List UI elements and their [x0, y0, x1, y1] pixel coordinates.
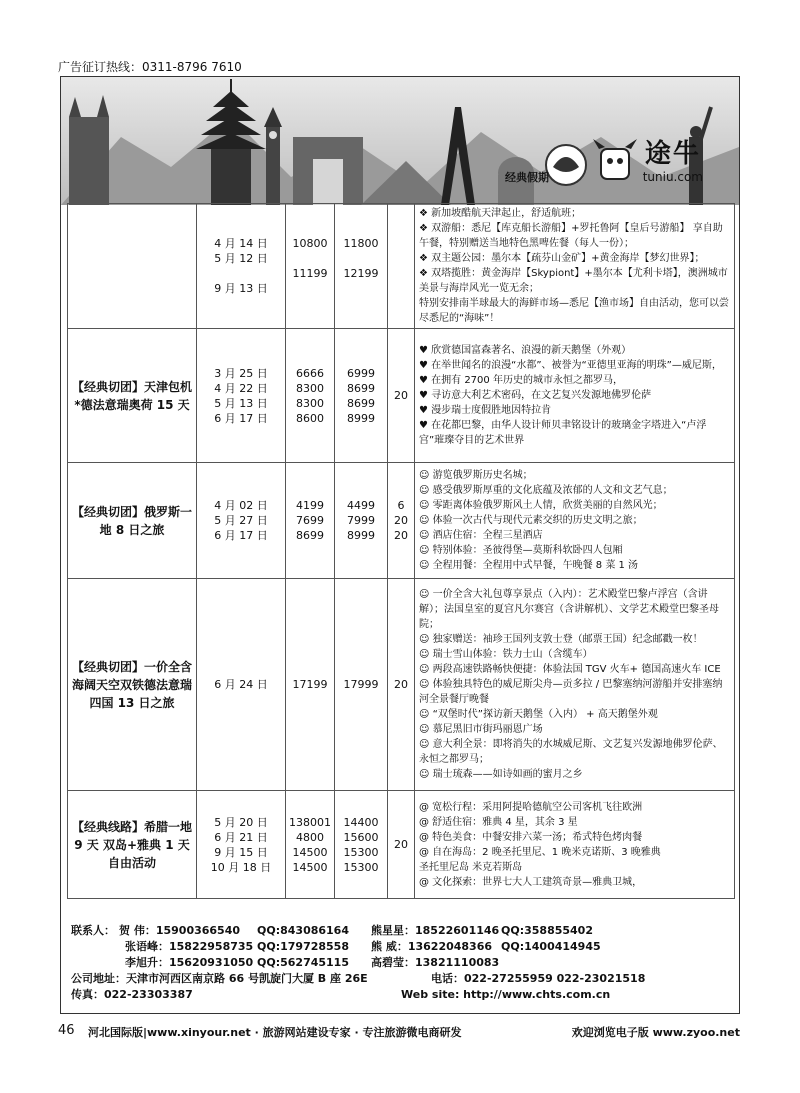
trip-seats — [388, 329, 415, 463]
trip-price-1-line: 14500 — [292, 845, 328, 859]
trip-description-line: ☺ 游览俄罗斯历史名城； — [419, 470, 533, 481]
trip-price-2-line: 8699 — [347, 381, 375, 395]
company-address: 公司地址：天津市河西区南京路 66 号凯旋门大厦 B 座 26E — [71, 972, 368, 985]
contact-qq: QQ:843086164 — [257, 924, 349, 937]
company-phone: 电话：022-27255959 022-23021518 — [431, 972, 646, 985]
trip-price-1-line: 7699 — [296, 514, 324, 527]
trip-price-2-line: 15600 — [343, 830, 379, 844]
trip-description-line: ☺ 体验独具特色的威尼斯尖舟—贡多拉 / 巴黎塞纳河游船并安排塞纳河全景餐厅晚餐 — [419, 679, 723, 705]
contact-person: 高碧莹：13821110083 — [371, 956, 500, 969]
trip-price-2-line: 7999 — [347, 514, 375, 527]
landmark-banner — [61, 77, 739, 205]
trip-description-line: @ 宽松行程：采用阿提哈德航空公司客机飞往欧洲 — [419, 801, 643, 813]
trip-seats-line: 20 — [394, 678, 408, 691]
trip-table — [67, 203, 735, 899]
contact-qq: QQ:1400414945 — [501, 940, 601, 953]
trip-description-line: ☺ 体验一次古代与现代元素交织的历史文明之旅； — [419, 515, 643, 526]
trip-dates-line: 5 月 20 日 — [214, 815, 268, 829]
contact-qq: QQ:562745115 — [257, 956, 349, 969]
brand-name: 途牛 — [644, 139, 701, 169]
trip-description-line: ♥ 在花都巴黎，由华人设计师贝聿铭设计的玻璃金字塔进入“卢浮宫”璀璨夺目的艺术世界 — [419, 420, 707, 446]
trip-seats-line: 20 — [394, 389, 408, 402]
trip-route: 【经典切团】俄罗斯一地 8 日之旅 — [68, 463, 197, 579]
footer-left-text[interactable]: 河北国际版|www.xinyour.net · 旅游网站建设专家 · 专注旅游微电商研发 — [88, 1026, 462, 1039]
trip-description — [415, 329, 735, 463]
page-frame — [60, 76, 740, 1014]
trip-dates-line: 4 月 02 日 — [214, 499, 268, 512]
trip-dates-line: 9 月 15 日 — [214, 845, 268, 859]
trip-price-2-line: 12199 — [343, 267, 379, 280]
trip-price-2 — [335, 329, 388, 463]
trip-description-line: ☺ 酒店住宿：全程三星酒店 — [419, 530, 543, 541]
trip-dates-line: 4 月 22 日 — [214, 381, 268, 395]
trip-description-line: ❖ 双塔揽胜：黄金海岸【Skypiont】+墨尔本【尤利卡塔】，澳洲城市美景与海岸风光一览无余； — [419, 268, 728, 294]
brand-sub-label: 经典假期 — [505, 171, 549, 184]
trip-dates-line: 6 月 21 日 — [214, 830, 268, 844]
trip-description-line: ☺ 零距离体验俄罗斯风土人情，欣赏美丽的自然风光； — [419, 500, 663, 511]
trip-description-line: ☺ “双堡时代”探访新天鹅堡（入内） + 高天鹅堡外观 — [419, 709, 658, 720]
trip-price-2-line: 17999 — [343, 678, 379, 691]
contact-person: 熊 威：13622048366 — [371, 940, 493, 953]
trip-price-2 — [335, 204, 388, 329]
trip-description-line: ♥ 欣赏德国富森著名、浪漫的新天鹅堡（外观） — [419, 345, 632, 356]
contact-block — [71, 923, 731, 1003]
contact-label: 联系人： — [71, 924, 115, 937]
trip-price-2-line: 14400 — [343, 815, 379, 829]
trip-description — [415, 204, 735, 329]
trip-row — [68, 329, 735, 463]
trip-price-2-line: 4499 — [347, 499, 375, 512]
trip-dates — [197, 791, 286, 899]
trip-price-1 — [286, 463, 335, 579]
trip-description-line: ❖ 新加坡酷航天津起止，舒适航班； — [419, 208, 582, 219]
trip-dates — [197, 463, 286, 579]
ad-hotline: 广告征订热线：0311-8796 7610 — [58, 60, 242, 74]
trip-price-2-line — [335, 251, 387, 266]
trip-description-line: @ 自在海岛：2 晚圣托里尼、1 晚米克诺斯、3 晚雅典 — [419, 846, 661, 858]
trip-price-2-line: 15300 — [343, 845, 379, 859]
trip-seats-line — [388, 259, 414, 274]
trip-row — [68, 463, 735, 579]
trip-description — [415, 791, 735, 899]
trip-description-line: ❖ 双游船：悉尼【库克船长游船】+罗托鲁阿【皇后号游船】 享自助午餐，特别赠送当地特色黑啤佐餐（每人一份）； — [419, 223, 723, 249]
trip-dates-line: 9 月 13 日 — [214, 282, 268, 295]
trip-price-1 — [286, 791, 335, 899]
trip-price-2-line: 8999 — [347, 411, 375, 425]
trip-description-line: ☺ 一价全含大礼包尊享景点（入内）：艺术殿堂巴黎卢浮宫（含讲解）；法国皇室的夏宫凡尔赛宫（含讲解机）、文学艺术殿堂巴黎圣母院； — [419, 589, 719, 630]
trip-seats-line: 6 — [397, 499, 405, 512]
trip-dates — [197, 329, 286, 463]
trip-price-2 — [335, 791, 388, 899]
contact-person: 李旭升：15620931050 — [125, 956, 254, 969]
trip-price-1-line: 11199 — [292, 267, 328, 280]
trip-price-2-line: 8699 — [347, 396, 375, 410]
contact-person: 熊星星：18522601146 — [371, 924, 500, 937]
trip-price-2-line: 8999 — [347, 529, 375, 542]
page-number: 46 — [58, 1023, 75, 1038]
trip-description — [415, 579, 735, 791]
trip-dates-line: 10 月 18 日 — [210, 860, 272, 874]
trip-dates-line: 3 月 25 日 — [214, 366, 268, 380]
trip-route: 【经典切团】一价全含海阔天空双铁德法意瑞四国 13 日之旅 — [68, 579, 197, 791]
trip-description-line: @ 文化探索：世界七大人工建筑奇景—雅典卫城， — [419, 876, 643, 888]
trip-route: 【经典线路】希腊一地 9 天 双岛+雅典 1 天自由活动 — [68, 791, 197, 899]
trip-price-2-line: 6999 — [347, 366, 375, 380]
trip-price-2-line — [335, 281, 387, 296]
trip-route: 【经典切团】天津包机*德法意瑞奥荷 15 天 — [68, 329, 197, 463]
trip-price-2 — [335, 579, 388, 791]
trip-seats — [388, 791, 415, 899]
trip-row — [68, 204, 735, 329]
trip-dates — [197, 579, 286, 791]
tuniu-brand — [643, 133, 703, 184]
contact-row-3 — [71, 955, 731, 971]
footer-right-text[interactable]: 欢迎浏览电子版 www.zyoo.net — [571, 1026, 740, 1039]
contact-row-1 — [71, 923, 731, 939]
trip-route — [68, 204, 197, 329]
contact-qq: QQ:179728558 — [257, 940, 349, 953]
trip-price-1-line: 6666 — [296, 366, 324, 380]
trip-description-line: ♥ 寻访意大利艺术密码，在文艺复兴发源地佛罗伦萨 — [419, 390, 652, 401]
trip-price-1-line: 8300 — [296, 396, 324, 410]
trip-description-line: ☺ 独家赠送：袖珍王国列支敦士登（邮票王国）纪念邮戳一枚！ — [419, 634, 703, 645]
trip-description-line: ☺ 瑞士雪山体验：铁力士山（含缆车） — [419, 649, 593, 660]
trip-price-1-line — [286, 281, 334, 296]
trip-description-line: ☺ 慕尼黑旧市街玛丽恩广场 — [419, 724, 543, 735]
trip-description-line: 特别安排南半球最大的海鲜市场—悉尼【渔市场】自由活动，您可以尝尽悉尼的“海味”！ — [419, 298, 729, 324]
trip-price-1-line: 10800 — [292, 237, 328, 250]
trip-dates-line — [197, 266, 285, 281]
trip-description-line: 圣托里尼岛 米克若斯岛 — [419, 861, 523, 873]
trip-row — [68, 791, 735, 899]
trip-dates-line: 6 月 17 日 — [214, 411, 268, 425]
trip-description-line: ☺ 全程用餐：全程用中式早餐，午晚餐 8 菜 1 汤 — [419, 560, 639, 571]
trip-dates-line: 4 月 14 日 — [214, 237, 268, 250]
trip-dates-line: 5 月 27 日 — [214, 514, 268, 527]
trip-seats — [388, 463, 415, 579]
trip-description-line: ☺ 意大利全景：即将消失的水城威尼斯、文艺复兴发源地佛罗伦萨、永恒之都罗马； — [419, 739, 723, 765]
brand-url: tuniu.com — [642, 170, 703, 184]
trip-seats-line: 20 — [394, 838, 408, 851]
trip-description-line: ☺ 两段高速铁路畅快便捷：体验法国 TGV 火车+ 德国高速火车 ICE — [419, 664, 721, 675]
trip-seats-line: 20 — [394, 514, 408, 527]
trip-price-1-line: 4199 — [296, 499, 324, 512]
trip-price-1-line: 8300 — [296, 381, 324, 395]
trip-seats — [388, 204, 415, 329]
contact-row-4 — [71, 971, 731, 987]
skyline-illustration — [61, 77, 739, 205]
trip-description-line: ☺ 特别体验：圣彼得堡—莫斯科软卧四人包厢 — [419, 545, 623, 556]
trip-description-line: ☺ 瑞士琉森——如诗如画的蜜月之乡 — [419, 769, 583, 780]
company-website[interactable]: Web site: http://www.chts.com.cn — [401, 988, 611, 1001]
trip-dates-line: 6 月 17 日 — [214, 529, 268, 542]
contact-person: 张语峰：15822958735 — [125, 940, 254, 953]
trip-description-line: ❖ 双主题公园：墨尔本【疏芬山金矿】+黄金海岸【梦幻世界】； — [419, 253, 705, 264]
trip-description-line: ♥ 在举世闻名的浪漫“水都”、被誉为“亚德里亚海的明珠”—威尼斯， — [419, 360, 722, 371]
trip-description-line: ♥ 漫步瑞士度假胜地因特拉肯 — [419, 405, 552, 416]
trip-description-line: @ 特色美食：中餐安排六菜一汤；希式特色烤肉餐 — [419, 831, 643, 843]
trip-price-2-line: 15300 — [343, 860, 379, 874]
trip-price-1 — [286, 204, 335, 329]
trip-dates-line: 6 月 24 日 — [214, 678, 268, 691]
trip-dates-line: 5 月 12 日 — [214, 252, 268, 265]
trip-row — [68, 579, 735, 791]
trip-price-1-line: 8600 — [296, 411, 324, 425]
trip-seats — [388, 579, 415, 791]
trip-description-line: @ 舒适住宿：雅典 4 星，其余 3 星 — [419, 816, 578, 828]
trip-price-1-line: 4800 — [296, 830, 324, 844]
trip-description-line: ☺ 感受俄罗斯厚重的文化底蕴及浓郁的人文和文艺气息； — [419, 485, 673, 496]
trip-description — [415, 463, 735, 579]
company-fax: 传真：022-23303387 — [71, 988, 193, 1001]
trip-dates — [197, 204, 286, 329]
trip-price-1-line: 17199 — [292, 678, 328, 691]
trip-price-1-line: 138001 — [289, 815, 331, 829]
trip-price-1 — [286, 579, 335, 791]
trip-price-2-line: 11800 — [343, 237, 379, 250]
trip-price-1-line — [286, 251, 334, 266]
trip-price-1-line: 8699 — [296, 529, 324, 542]
trip-price-1-line: 14500 — [292, 860, 328, 874]
contact-row-2 — [71, 939, 731, 955]
contact-row-5 — [71, 987, 731, 1003]
trip-description-line: ♥ 在拥有 2700 年历史的城市永恒之都罗马， — [419, 375, 623, 386]
trip-price-1 — [286, 329, 335, 463]
trip-price-2 — [335, 463, 388, 579]
trip-dates-line: 5 月 13 日 — [214, 396, 268, 410]
trip-seats-line: 20 — [394, 529, 408, 542]
contact-person: 贺 伟：15900366540 — [119, 924, 241, 937]
contact-qq: QQ:358855402 — [501, 924, 593, 937]
